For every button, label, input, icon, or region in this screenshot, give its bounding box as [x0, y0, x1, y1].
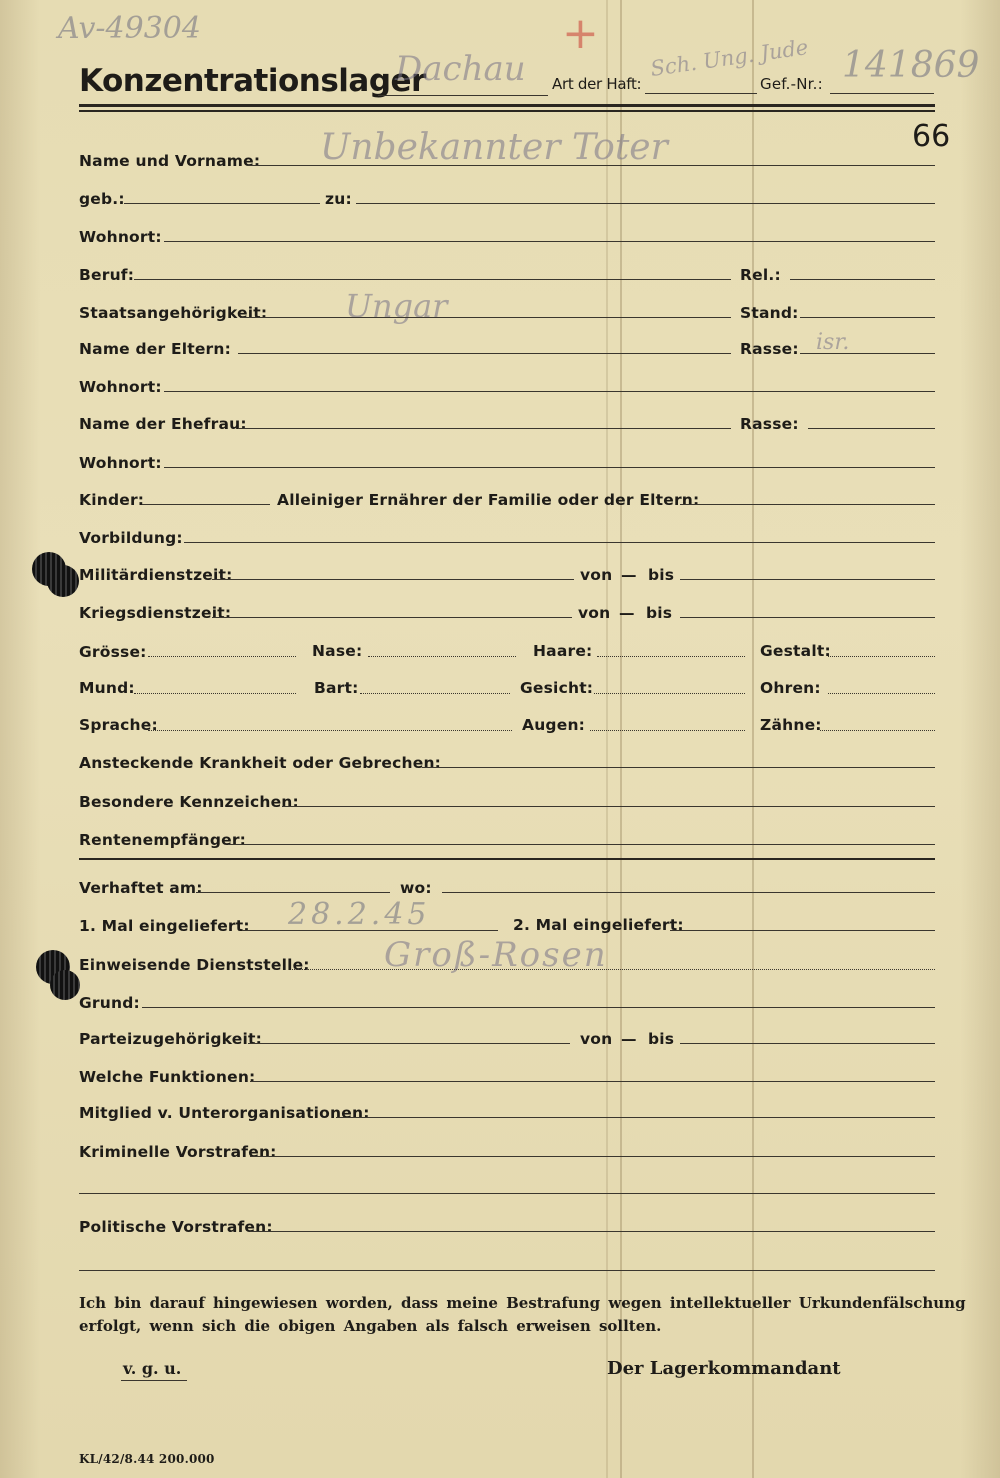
von-label: von	[578, 604, 611, 622]
haare-line	[597, 656, 745, 657]
beruf-line	[134, 279, 731, 280]
gef-line	[830, 93, 934, 94]
gesicht-line	[594, 693, 745, 694]
rasse-label: Rasse:	[740, 415, 799, 433]
wohnort-line	[164, 467, 935, 468]
gestalt-label: Gestalt:	[760, 642, 831, 660]
form-title: Konzentrationslager	[79, 63, 426, 99]
militaer-line	[212, 579, 574, 580]
wohnort-line	[164, 241, 935, 242]
stand-label: Stand:	[740, 304, 799, 322]
bart-line	[360, 693, 510, 694]
ohren-label: Ohren:	[760, 679, 821, 697]
mund-label: Mund:	[79, 679, 135, 697]
wo-line	[442, 892, 935, 893]
kennzeichen-label: Besondere Kennzeichen:	[79, 793, 299, 811]
dash: —	[621, 566, 637, 584]
art-value: Sch. Ung. Jude	[649, 35, 810, 81]
name-value: Unbekannter Toter	[320, 127, 668, 168]
zu-label: zu:	[325, 190, 352, 208]
politisch-line	[250, 1231, 935, 1232]
staat-label: Staatsangehörigkeit:	[79, 304, 268, 322]
augen-line	[590, 730, 745, 731]
mal2-line	[670, 930, 935, 931]
augen-label: Augen:	[522, 716, 586, 734]
mal1-label: 1. Mal eingeliefert:	[79, 917, 250, 935]
eltern-label: Name der Eltern:	[79, 340, 232, 358]
ohren-line	[828, 693, 935, 694]
ehefrau-line	[238, 428, 731, 429]
punch-hole	[47, 565, 79, 597]
rasse-line	[808, 428, 935, 429]
fold-line	[606, 0, 608, 1478]
von-label: von	[580, 566, 613, 584]
vgu-underline	[121, 1380, 187, 1381]
wohnort-label: Wohnort:	[79, 454, 162, 472]
header-rule	[79, 104, 935, 107]
zaehne-line	[820, 730, 935, 731]
kriminell-line-2	[79, 1193, 935, 1194]
fold-line	[620, 0, 622, 1478]
kennzeichen-line	[282, 806, 935, 807]
von-label: von	[580, 1030, 613, 1048]
rasse-line	[800, 353, 935, 354]
lager-value: Dachau	[395, 49, 526, 89]
zaehne-label: Zähne:	[760, 716, 822, 734]
page-number: 66	[912, 119, 951, 154]
bis-label: bis	[648, 566, 675, 584]
mitglied-label: Mitglied v. Unterorganisationen:	[79, 1104, 370, 1122]
geb-label: geb.:	[79, 190, 125, 208]
dash: —	[621, 1030, 637, 1048]
haare-label: Haare:	[533, 642, 593, 660]
wohnort-label: Wohnort:	[79, 378, 162, 396]
bis-line	[680, 617, 935, 618]
section-rule	[79, 858, 935, 860]
kinder-line	[142, 504, 270, 505]
gef-label: Gef.-Nr.:	[760, 75, 823, 93]
groesse-label: Grösse:	[79, 643, 147, 661]
vorbildung-label: Vorbildung:	[79, 529, 183, 547]
grund-label: Grund:	[79, 994, 140, 1012]
staat-value: Ungar	[345, 287, 448, 325]
rasse-value: isr.	[816, 330, 850, 355]
sprache-line	[148, 730, 512, 731]
bis-line	[680, 1043, 935, 1044]
gestalt-line	[828, 656, 935, 657]
partei-line	[248, 1043, 570, 1044]
rel-label: Rel.:	[740, 266, 781, 284]
groesse-line	[148, 656, 296, 657]
politisch-line-2	[79, 1270, 935, 1271]
eltern-line	[238, 353, 731, 354]
vorbildung-line	[184, 542, 935, 543]
kommandant-label: Der Lagerkommandant	[607, 1358, 841, 1379]
mitglied-line	[336, 1117, 935, 1118]
wo-label: wo:	[400, 879, 432, 897]
rente-label: Rentenempfänger:	[79, 831, 247, 849]
wohnort-label: Wohnort:	[79, 228, 162, 246]
kriminell-line	[250, 1156, 935, 1157]
wohnort-line	[164, 391, 935, 392]
militaer-label: Militärdienstzeit:	[79, 566, 233, 584]
zu-line	[356, 203, 935, 204]
krankheit-label: Ansteckende Krankheit oder Gebrechen:	[79, 754, 442, 772]
red-cross-mark: +	[562, 8, 599, 59]
sprache-label: Sprache:	[79, 716, 158, 734]
gesicht-label: Gesicht:	[520, 679, 594, 697]
funktionen-line	[250, 1081, 935, 1082]
krankheit-line	[422, 767, 935, 768]
beruf-label: Beruf:	[79, 266, 135, 284]
rente-line	[228, 844, 935, 845]
dash: —	[619, 604, 635, 622]
gef-value: 141869	[842, 45, 980, 86]
name-label: Name und Vorname:	[79, 152, 261, 170]
mund-line	[134, 693, 296, 694]
bart-label: Bart:	[314, 679, 359, 697]
krieg-line	[212, 617, 572, 618]
verhaftet-label: Verhaftet am:	[79, 879, 203, 897]
ehefrau-label: Name der Ehefrau:	[79, 415, 247, 433]
kriminell-label: Kriminelle Vorstrafen:	[79, 1143, 277, 1161]
bis-label: bis	[648, 1030, 675, 1048]
bis-line	[680, 579, 935, 580]
vgu-label: v. g. u.	[123, 1359, 182, 1378]
krieg-label: Kriegsdienstzeit:	[79, 604, 232, 622]
archive-number: Av-49304	[58, 11, 201, 46]
declaration-line-1: Ich bin darauf hingewiesen worden, dass meine Bestrafung wegen intellektueller Urkundenfälschung	[79, 1294, 966, 1312]
kinder-label: Kinder:	[79, 491, 145, 509]
mal2-label: 2. Mal eingeliefert:	[513, 916, 684, 934]
funktionen-label: Welche Funktionen:	[79, 1068, 256, 1086]
staat-line	[240, 317, 731, 318]
nase-label: Nase:	[312, 642, 363, 660]
partei-label: Parteizugehörigkeit:	[79, 1030, 263, 1048]
art-label: Art der Haft:	[552, 75, 642, 93]
declaration-line-2: erfolgt, wenn sich die obigen Angaben als falsch erweisen sollten.	[79, 1317, 662, 1335]
mal1-value: 28.2.45	[288, 897, 431, 932]
geb-line	[124, 203, 320, 204]
ernaehrer-label: Alleiniger Ernährer der Familie oder der Eltern:	[277, 491, 700, 509]
stand-line	[800, 317, 935, 318]
politisch-label: Politische Vorstrafen:	[79, 1218, 273, 1236]
fold-line	[752, 0, 754, 1478]
verhaftet-line	[196, 892, 390, 893]
art-line	[645, 93, 757, 94]
dienststelle-label: Einweisende Dienststelle:	[79, 956, 310, 974]
rasse-label: Rasse:	[740, 340, 799, 358]
nase-line	[368, 656, 516, 657]
name-line	[248, 165, 935, 166]
mal1-line	[242, 930, 498, 931]
form-code: KL/42/8.44 200.000	[79, 1452, 215, 1466]
dienststelle-value: Groß-Rosen	[384, 935, 608, 975]
bis-label: bis	[646, 604, 673, 622]
header-rule	[79, 110, 935, 112]
dienststelle-line	[292, 969, 935, 970]
rel-line	[790, 279, 935, 280]
ernaehrer-line	[680, 504, 935, 505]
grund-line	[142, 1007, 935, 1008]
lager-line	[378, 95, 548, 96]
punch-hole	[50, 970, 80, 1000]
